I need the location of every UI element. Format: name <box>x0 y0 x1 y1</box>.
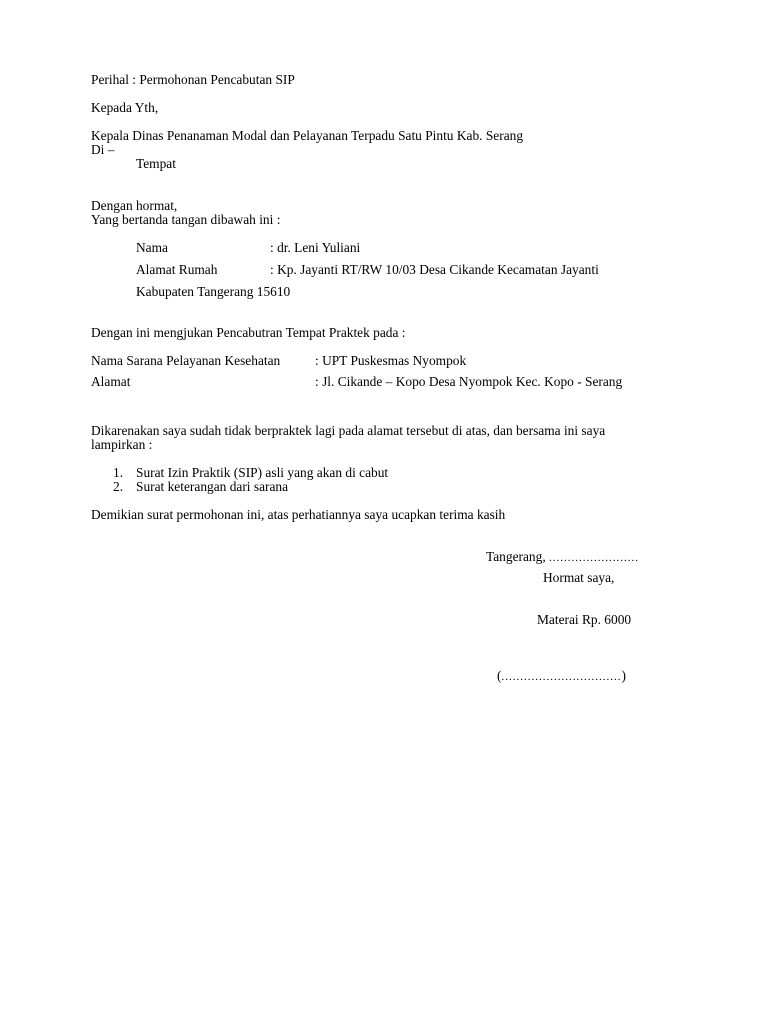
addressee-line-3: Tempat <box>136 156 176 171</box>
applicant-name-label: Nama <box>136 240 168 255</box>
attachment-number: 1. <box>113 465 124 480</box>
attachment-text: Surat keterangan dari sarana <box>136 479 289 494</box>
intro-line: Yang bertanda tangan dibawah ini : <box>91 212 281 227</box>
signature-regards: Hormat saya, <box>543 570 615 585</box>
facility-name-value: : UPT Puskesmas Nyompok <box>315 353 467 368</box>
greeting: Dengan hormat, <box>91 198 178 213</box>
reason-line-1: Dikarenakan saya sudah tidak berpraktek lagi pada alamat tersebut di atas, dan bersama ini saya <box>91 423 606 438</box>
applicant-address-value: : Kp. Jayanti RT/RW 10/03 Desa Cikande Kecamatan Jayanti <box>270 262 599 277</box>
applicant-address-continued: Kabupaten Tangerang 15610 <box>136 284 291 299</box>
signature-name-dots: ................................ <box>501 671 622 683</box>
signature-name-open: ( <box>497 668 502 683</box>
signature-stamp-note: Materai Rp. 6000 <box>537 612 632 627</box>
applicant-address-label: Alamat Rumah <box>136 262 218 277</box>
signature-place-date <box>486 550 639 564</box>
subject-line: Perihal : Permohonan Pencabutan SIP <box>91 72 295 87</box>
salutation-to: Kepada Yth, <box>91 100 159 115</box>
facility-address-value: : Jl. Cikande – Kopo Desa Nyompok Kec. Kopo - Serang <box>315 374 623 389</box>
reason-line-2: lampirkan : <box>91 437 153 452</box>
signature-name-blank <box>497 669 626 683</box>
attachment-text: Surat Izin Praktik (SIP) asli yang akan di cabut <box>136 465 389 480</box>
facility-name-label: Nama Sarana Pelayanan Kesehatan <box>91 353 281 368</box>
addressee-line-1: Kepala Dinas Penanaman Modal dan Pelayanan Terpadu Satu Pintu Kab. Serang <box>91 128 524 143</box>
facility-address-label: Alamat <box>91 374 131 389</box>
closing-line: Demikian surat permohonan ini, atas perhatiannya saya ucapkan terima kasih <box>91 507 506 522</box>
signature-name-close: ) <box>621 668 626 683</box>
attachment-number: 2. <box>113 479 124 494</box>
addressee-line-2: Di – <box>91 142 115 157</box>
request-line: Dengan ini mengjukan Pencabutran Tempat Praktek pada : <box>91 325 406 340</box>
signature-date-blank: ........................ <box>549 552 640 564</box>
applicant-name-value: : dr. Leni Yuliani <box>270 240 361 255</box>
signature-place: Tangerang, <box>486 549 546 564</box>
